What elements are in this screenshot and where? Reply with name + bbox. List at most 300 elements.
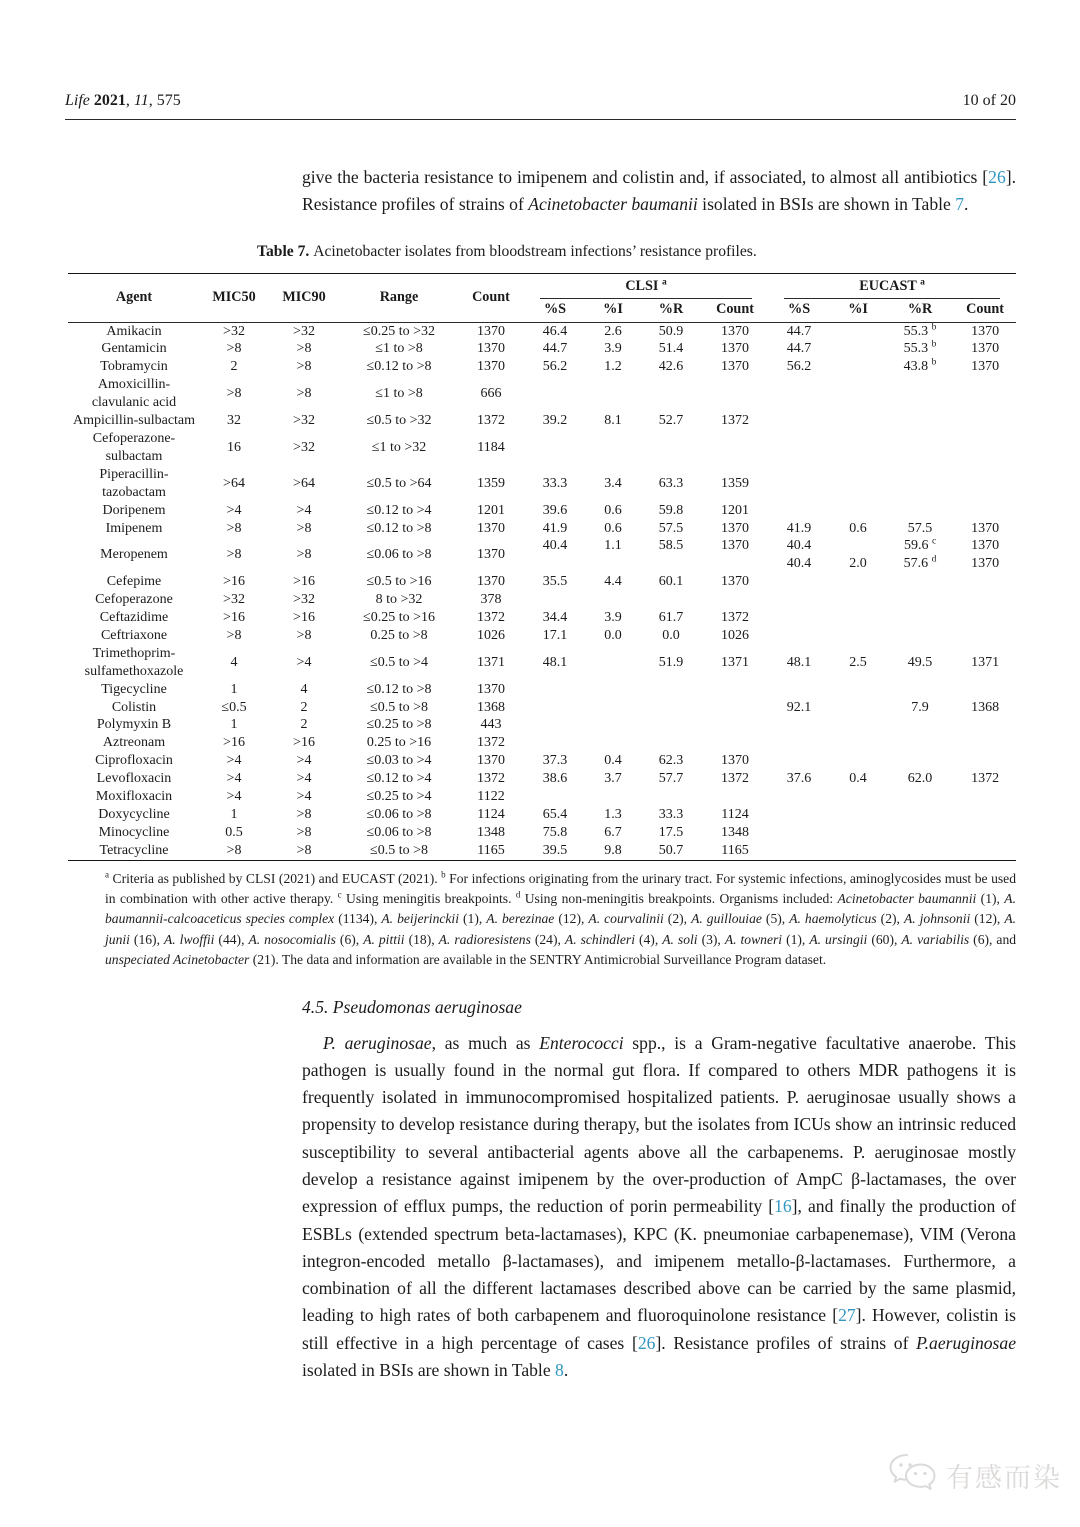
value-cell: 0.6 [849, 520, 867, 536]
value-cell: ≤0.12 to >4 [366, 502, 432, 518]
value-cell [586, 376, 640, 412]
value-cell: 1370 [721, 753, 750, 769]
table-row [68, 466, 1016, 502]
value-cell: 48.1 [786, 654, 812, 670]
value-cell: 1122 [477, 789, 505, 805]
resistance-table [68, 273, 1016, 861]
value-cell [886, 752, 954, 770]
value-cell: 62.3 [658, 753, 684, 769]
value-cell: >8 [296, 341, 312, 357]
value-cell [886, 609, 954, 627]
value-cell: >8 [226, 547, 242, 563]
value-cell: 1370 [721, 341, 750, 357]
value-cell: 1370 [477, 547, 505, 563]
value-cell: 1368 [971, 699, 1000, 715]
value-cell: ≤0.5 to >64 [366, 475, 432, 491]
value-cell [886, 627, 954, 645]
value-cell [524, 430, 586, 466]
value-cell: 44.7 [786, 341, 812, 357]
value-cell: 0.6 [604, 520, 622, 536]
value-cell [886, 591, 954, 609]
value-cell: 1 [230, 681, 238, 697]
value-cell: 59.6 $^c$ 57.6 $^d$ [903, 536, 937, 572]
value-cell [586, 430, 640, 466]
value-cell: ≤0.5 to >32 [366, 413, 432, 429]
value-cell: 1 [230, 717, 238, 733]
value-cell: 37.3 [542, 753, 568, 769]
value-cell [586, 645, 640, 681]
agent-cell: Tigecycline [101, 681, 167, 697]
value-cell: >4 [226, 771, 242, 787]
value-cell: 39.6 [542, 502, 568, 518]
value-cell: 1370 [721, 359, 750, 375]
value-cell: 1370 [477, 681, 505, 697]
value-cell [886, 502, 954, 520]
value-cell: 1.1 [604, 538, 622, 554]
agent-cell: Ceftazidime [99, 610, 169, 625]
value-cell [830, 681, 886, 699]
reference-link[interactable]: 26 [988, 167, 1006, 187]
sub-header: Count [954, 299, 1016, 323]
value-cell [768, 609, 830, 627]
value-cell [830, 699, 886, 717]
value-cell: 0.0 [604, 627, 622, 643]
value-cell [886, 716, 954, 734]
value-cell: 40.4 40.4 [786, 538, 812, 572]
value-cell [954, 466, 1016, 502]
table-row [68, 645, 1016, 681]
agent-cell: Imipenem [105, 520, 163, 536]
value-cell: 1201 [477, 502, 505, 518]
value-cell: 38.6 [542, 771, 568, 787]
section-heading: 4.5. Pseudomonas aeruginosae [302, 996, 522, 1017]
value-cell: >8 [296, 359, 312, 375]
value-cell [586, 681, 640, 699]
value-cell: 4 [230, 654, 238, 670]
value-cell: 46.4 [542, 323, 568, 339]
value-cell [954, 681, 1016, 699]
value-cell: >16 [223, 735, 245, 751]
section-paragraph: P. aeruginosae, as much as Enterococci spp., is a Gram-negative facultative anaerobe. This pathogen is usually found in the normal gut flora. If compared to others MDR pathogens it is frequently isolated in immunocompromised hospitalized patients. P. aeruginosae usually shows a propensity to develop resistance during therapy, but the isolates from ICUs show an intrinsic reduced susceptibility to several antibacterial agents above all the carbapenems. P. aeruginosae mostly develop a resistance against imipenem by the over-production of AmpC β-lactamases, the over expression of efflux pumps, the reduction of porin permeability [16], and finally the production of ESBLs (extended spectrum beta-lactamases), KPC (K. pneumoniae carbapenemase), VIM (Verona integron-encoded metallo β-lactamases), and imipenem metallo-β-lactamases. Furthermore, a combination of all the different lactamases described above can be carried by the same plasmid, leading to high rates of both carbapenem and fluoroquinolone resistance [27]. However, colistin is still effective in a high percentage of cases [26]. Resistance profiles of strains of P.aeruginosae isolated in BSIs are shown in Table 8. [302, 1032, 1017, 1380]
value-cell: 8.1 [604, 413, 622, 429]
value-cell: 34.4 [542, 610, 568, 625]
value-cell: 41.9 [786, 520, 812, 536]
value-cell: 33.3 [542, 475, 568, 491]
value-cell: 1372 [477, 735, 505, 751]
value-cell: >4 [296, 502, 312, 518]
agent-cell: Moxifloxacin [95, 789, 173, 805]
table-row [68, 537, 1016, 573]
value-cell [702, 734, 768, 752]
value-cell: 1359 [477, 475, 505, 491]
value-cell: ≤0.12 to >8 [366, 681, 432, 697]
agent-cell: Ciprofloxacin [95, 753, 173, 769]
value-cell: >8 [226, 842, 242, 858]
table-row [68, 358, 1016, 376]
value-cell: 443 [480, 717, 502, 733]
sub-header: %I [830, 299, 886, 323]
value-cell: ≤0.5 to >4 [370, 654, 428, 670]
value-cell [954, 806, 1016, 824]
value-cell [640, 376, 702, 412]
value-cell: ≤0.5 to >16 [366, 574, 432, 590]
value-cell [768, 716, 830, 734]
sub-header: Count [702, 299, 768, 323]
value-cell: 4.4 [604, 574, 622, 590]
value-cell [830, 842, 886, 860]
value-cell: 37.6 [786, 771, 812, 787]
value-cell [524, 681, 586, 699]
sub-header: %S [524, 299, 586, 323]
value-cell: 1348 [477, 824, 505, 840]
value-cell [954, 573, 1016, 591]
value-cell [830, 322, 886, 340]
value-cell [954, 788, 1016, 806]
value-cell: 1370 [477, 341, 505, 357]
value-cell [586, 788, 640, 806]
value-cell [830, 752, 886, 770]
value-cell: ≤0.25 to >4 [366, 789, 432, 805]
value-cell: >4 [226, 789, 242, 805]
value-cell [954, 752, 1016, 770]
value-cell [640, 430, 702, 466]
table-row [68, 699, 1016, 717]
value-cell: 42.6 [658, 359, 684, 375]
value-cell: >32 [223, 592, 245, 608]
value-cell [768, 806, 830, 824]
value-cell: 0.4 [849, 771, 867, 787]
agent-cell: Colistin [111, 699, 157, 715]
value-cell: 4 [300, 681, 308, 697]
value-cell [886, 681, 954, 699]
value-cell: >8 [226, 341, 242, 357]
intro-paragraph: give the bacteria resistance to imipenem and colistin and, if associated, to almost all antibiotics [26]. Resistance profiles of strains of Acinetobacter baumanii isolated in BSIs are shown in Table 7. [302, 167, 1016, 215]
value-cell: 61.7 [658, 610, 684, 625]
table-footnote: $^a$ Criteria as published by CLSI (2021) and EUCAST (2021). $^b$ For infections originating from the urinary tract. For systemic infections, aminoglycosides must be used in combination with other active therapy. $^c$ Using meningitis breakpoints. $^d$ Using non-meningitis breakpoints. Organisms included: Acinetobacter baumannii (1), A. baumannii-calcoaceticus species complex (1134), A. beijerinckii (1), A. berezinae (12), A. courvalinii (2), A. guillouiae (5), A. haemolyticus (2), A. johnsonii (12), A. junii (16), A. lwoffii (44), A. nosocomialis (6), A. pittii (18), A. radioresistens (24), A. schindleri (4), A. soli (3), A. towneri (1), A. ursingii (60), A. variabilis (6), and unspeciated Acinetobacter (21). The data and information are available in the SENTRY Antimicrobial Surveillance Program dataset. [105, 869, 1017, 968]
agent-cell: Cefoperazone-sulbactam [92, 430, 176, 464]
value-cell [886, 466, 954, 502]
value-cell: 8 to >32 [375, 592, 423, 608]
value-cell: 35.5 [542, 574, 568, 590]
value-cell [830, 502, 886, 520]
value-cell: 1370 [721, 574, 750, 590]
value-cell [886, 824, 954, 842]
value-cell [640, 591, 702, 609]
value-cell [954, 609, 1016, 627]
value-cell [640, 699, 702, 717]
group-header: EUCAST $^a$ [768, 273, 1016, 299]
value-cell: >16 [293, 735, 315, 751]
value-cell [768, 681, 830, 699]
agent-cell: Amoxicillin-clavulanic acid [91, 377, 177, 411]
value-cell: >8 [296, 627, 312, 643]
value-cell: 1348 [721, 824, 750, 840]
value-cell [768, 412, 830, 430]
value-cell: 1165 [477, 842, 505, 858]
value-cell: ≤0.25 to >16 [363, 610, 435, 625]
col-header-mic50: MIC50 [200, 273, 268, 322]
value-cell: 1371 [721, 654, 750, 670]
value-cell [830, 734, 886, 752]
value-cell: 1165 [721, 842, 749, 858]
table-row [68, 322, 1016, 340]
value-cell: 0.4 [604, 753, 622, 769]
table-row [68, 824, 1016, 842]
value-cell [886, 412, 954, 430]
value-cell: 55.3 $^b$ [903, 321, 937, 339]
table-row [68, 502, 1016, 520]
agent-cell: Gentamicin [101, 341, 167, 357]
agent-cell: Tetracycline [99, 842, 169, 858]
value-cell: 1201 [721, 502, 750, 518]
value-cell [768, 430, 830, 466]
value-cell: 1372 [721, 771, 750, 787]
value-cell [702, 591, 768, 609]
value-cell: 1370 [971, 341, 1000, 357]
value-cell: >32 [293, 323, 315, 339]
value-cell: 3.4 [604, 475, 622, 491]
value-cell: 32 [227, 413, 241, 429]
value-cell [768, 788, 830, 806]
value-cell: ≤0.06 to >8 [366, 806, 432, 822]
value-cell: 1370 [477, 753, 505, 769]
value-cell [830, 340, 886, 358]
value-cell: >16 [293, 574, 315, 590]
reference-link[interactable]: 8 [555, 1359, 564, 1380]
sub-header: %S [768, 299, 830, 323]
agent-cell: Doxycycline [98, 806, 170, 822]
value-cell [954, 430, 1016, 466]
value-cell: 6.7 [604, 824, 622, 840]
value-cell [768, 466, 830, 502]
value-cell: 2 [230, 359, 238, 375]
watermark-text: 有感而染 [946, 1463, 1062, 1494]
table-caption: Table 7. Acinetobacter isolates from bloodstream infections’ resistance profiles. [257, 242, 757, 260]
value-cell: >4 [226, 753, 242, 769]
table-row [68, 627, 1016, 645]
value-cell: >64 [223, 475, 245, 491]
value-cell [830, 466, 886, 502]
value-cell: 378 [480, 592, 502, 608]
value-cell: >8 [296, 806, 312, 822]
agent-cell: Trimethoprim-sulfamethoxazole [84, 645, 184, 679]
value-cell [702, 376, 768, 412]
sub-header: %R [640, 299, 702, 323]
value-cell: 44.7 [542, 341, 568, 357]
value-cell: 1371 [971, 654, 1000, 670]
value-cell: 2.0 [849, 556, 867, 572]
value-cell [830, 806, 886, 824]
value-cell: 62.0 [907, 771, 933, 787]
value-cell: 56.2 [786, 359, 812, 375]
value-cell: >4 [226, 502, 242, 518]
value-cell: 1370 [477, 520, 505, 536]
value-cell: ≤0.5 to >8 [370, 699, 428, 715]
value-cell: 7.9 [911, 699, 929, 715]
value-cell [954, 412, 1016, 430]
value-cell [954, 716, 1016, 734]
value-cell: 1124 [477, 806, 505, 822]
table-row [68, 842, 1016, 860]
agent-cell: Cefepime [106, 574, 162, 590]
reference-link[interactable]: 27 [838, 1305, 856, 1326]
value-cell: >8 [226, 520, 242, 536]
reference-link[interactable]: 7 [955, 194, 965, 215]
value-cell: 48.1 [542, 654, 568, 670]
value-cell: 1.2 [604, 359, 622, 375]
value-cell [954, 591, 1016, 609]
value-cell: 56.2 [542, 359, 568, 375]
value-cell [768, 591, 830, 609]
value-cell [640, 716, 702, 734]
running-head [0, 0, 1080, 110]
value-cell: 50.7 [658, 842, 684, 858]
value-cell: 3.7 [604, 771, 622, 787]
value-cell: 1370 [721, 323, 750, 339]
value-cell [830, 609, 886, 627]
table7-container [68, 273, 1016, 861]
agent-cell: Tobramycin [100, 359, 168, 375]
value-cell [524, 591, 586, 609]
value-cell: 9.8 [604, 842, 622, 858]
value-cell [886, 788, 954, 806]
value-cell: >8 [296, 520, 312, 536]
value-cell [702, 430, 768, 466]
value-cell: >32 [293, 413, 315, 429]
agent-cell: Piperacillin-tazobactam [99, 466, 169, 500]
value-cell [768, 627, 830, 645]
value-cell: 1372 [477, 610, 505, 625]
value-cell [768, 842, 830, 860]
value-cell: 57.7 [658, 771, 684, 787]
value-cell: 57.5 [907, 520, 933, 536]
value-cell [830, 412, 886, 430]
value-cell: 50.9 [658, 323, 684, 339]
wechat-icon [887, 1452, 939, 1499]
value-cell: >4 [296, 753, 312, 769]
value-cell: 2.6 [604, 323, 622, 339]
agent-cell: Cefoperazone [95, 592, 173, 608]
table-row [68, 770, 1016, 788]
value-cell [524, 788, 586, 806]
group-header: CLSI $^a$ [524, 273, 768, 299]
value-cell [830, 376, 886, 412]
value-cell [886, 430, 954, 466]
value-cell: >8 [226, 627, 242, 643]
value-cell: 60.1 [658, 574, 684, 590]
value-cell: >16 [293, 610, 315, 625]
value-cell: 51.9 [658, 654, 684, 670]
value-cell: >64 [293, 475, 315, 491]
table-row [68, 430, 1016, 466]
value-cell [830, 627, 886, 645]
value-cell [768, 573, 830, 591]
value-cell [524, 716, 586, 734]
value-cell: 2.5 [849, 654, 867, 670]
value-cell: >4 [296, 771, 312, 787]
value-cell [830, 573, 886, 591]
agent-cell: Ampicillin-sulbactam [72, 413, 196, 429]
value-cell: ≤0.5 to >8 [370, 842, 428, 858]
value-cell: >8 [296, 386, 312, 402]
value-cell: 2 [300, 717, 308, 733]
value-cell: 16 [227, 439, 241, 455]
value-cell: 41.9 [542, 520, 568, 536]
journal-citation: Life 2021, 11, 575 [65, 92, 181, 109]
value-cell: 1370 [971, 520, 1000, 536]
agent-cell: Doripenem [102, 502, 166, 518]
table-row [68, 412, 1016, 430]
value-cell: ≤0.5 [221, 699, 247, 715]
value-cell: ≤0.25 to >8 [366, 717, 432, 733]
agent-cell: Minocycline [98, 824, 170, 840]
value-cell: 52.7 [658, 413, 684, 429]
value-cell: >32 [293, 439, 315, 455]
value-cell: 59.8 [658, 502, 684, 518]
reference-link[interactable]: 26 [637, 1332, 656, 1353]
value-cell: ≤1 to >8 [375, 341, 423, 357]
value-cell: 1026 [477, 627, 505, 643]
value-cell [640, 788, 702, 806]
value-cell [768, 502, 830, 520]
value-cell: 17.5 [658, 824, 684, 840]
value-cell [640, 681, 702, 699]
value-cell: 1.3 [604, 806, 622, 822]
value-cell: 39.2 [542, 413, 568, 429]
col-header-range: Range [340, 273, 458, 322]
table-row [68, 591, 1016, 609]
value-cell [954, 842, 1016, 860]
table-row [68, 806, 1016, 824]
value-cell [830, 824, 886, 842]
watermark [887, 1452, 1062, 1499]
value-cell [886, 734, 954, 752]
value-cell: >8 [296, 547, 312, 563]
value-cell: 33.3 [658, 806, 684, 822]
value-cell [702, 716, 768, 734]
value-cell: 0.0 [662, 627, 680, 643]
agent-cell: Amikacin [106, 323, 162, 339]
table-row [68, 734, 1016, 752]
value-cell [702, 699, 768, 717]
value-cell: 75.8 [542, 824, 568, 840]
value-cell: >16 [223, 574, 245, 590]
value-cell: ≤0.25 to >32 [363, 323, 435, 339]
value-cell: 1370 [477, 359, 505, 375]
value-cell [702, 788, 768, 806]
value-cell: 1 [230, 806, 238, 822]
value-cell [702, 681, 768, 699]
col-header-mic90: MIC90 [268, 273, 340, 322]
value-cell: 1124 [721, 806, 749, 822]
value-cell: 1370 [477, 574, 505, 590]
col-header-agent: Agent [68, 273, 200, 322]
reference-link[interactable]: 16 [774, 1196, 792, 1217]
value-cell: >8 [296, 842, 312, 858]
value-cell: 1370 [971, 323, 1000, 339]
value-cell: 0.5 [225, 824, 243, 840]
sub-header: %I [586, 299, 640, 323]
value-cell: 3.9 [604, 341, 622, 357]
value-cell: 49.5 [907, 654, 933, 670]
value-cell: 1370 [971, 359, 1000, 375]
value-cell: >4 [296, 789, 312, 805]
table-row [68, 752, 1016, 770]
value-cell: 3.9 [604, 610, 622, 625]
agent-cell: Levofloxacin [96, 771, 172, 787]
value-cell: 51.4 [658, 341, 684, 357]
value-cell: 666 [480, 386, 502, 402]
